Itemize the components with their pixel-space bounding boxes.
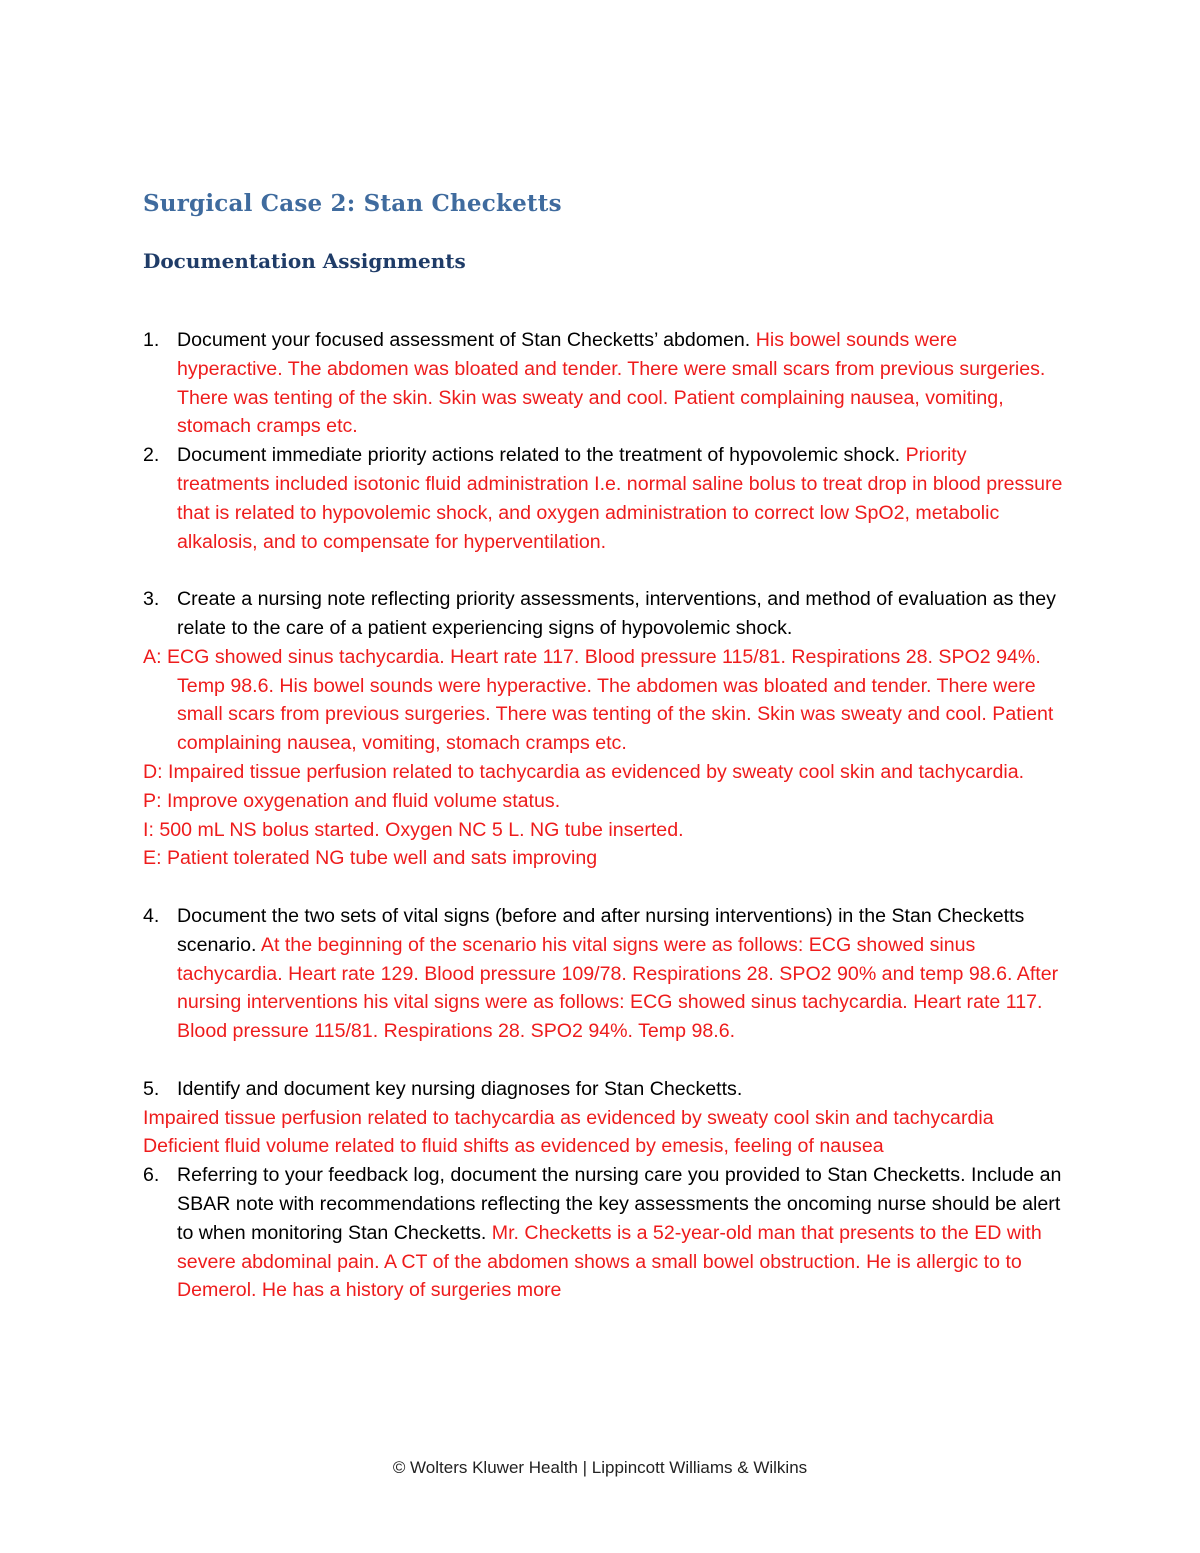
answer-text: At the beginning of the scenario his vital signs were as follows: ECG showed sinus tachycardia. Heart rate 129. Blood pressure 109/78. Respirations 28. SPO2 90% and temp 98.6. After nursing interventions his vital signs were as follows: ECG showed sinus tachycardia. Heart rate 117. Blood pressure 115/81. Respirations 28. SPO2 94%. Temp 98.6.: [177, 933, 1059, 1043]
question-4: [143, 902, 1063, 1046]
question-text: Create a nursing note reflecting priority assessments, interventions, and method of evaluation as they relate to the care of a patient experiencing signs of hypovolemic shock.: [177, 588, 1056, 639]
nursing-note-plan: P: Improve oxygenation and fluid volume status.: [143, 789, 561, 812]
item-number: 2.: [143, 444, 160, 467]
question-text: Document your focused assessment of Stan Checketts’ abdomen.: [177, 329, 751, 351]
item-number: 5.: [143, 1077, 160, 1100]
nursing-note-evaluation: E: Patient tolerated NG tube well and sats improving: [143, 847, 598, 870]
answer-text: His bowel sounds were hyperactive. The abdomen was bloated and tender. There were small scars from previous surgeries. There was tenting of the skin. Skin was sweaty and cool. Patient complaining nausea, vomiting, stomach cramps etc.: [177, 329, 1046, 438]
nursing-note-intervention: I: 500 mL NS bolus started. Oxygen NC 5 L. NG tube inserted.: [143, 818, 684, 841]
spacer: [143, 1046, 1063, 1075]
diagnosis-2: Deficient fluid volume related to fluid shifts as evidenced by emesis, feeling of nausea: [143, 1135, 884, 1158]
diagnosis-1: Impaired tissue perfusion related to tachycardia as evidenced by sweaty cool skin and tachycardia: [143, 1106, 994, 1129]
page-title: Surgical Case 2: Stan Checketts: [143, 190, 562, 217]
nursing-note-diagnosis: D: Impaired tissue perfusion related to tachycardia as evidenced by sweaty cool skin and tachycardia.: [143, 760, 1025, 783]
question-5: [143, 1075, 1063, 1104]
item-number: 6.: [143, 1164, 160, 1187]
question-text: Identify and document key nursing diagnoses for Stan Checketts.: [177, 1077, 743, 1100]
page-footer: © Wolters Kluwer Health | Lippincott Williams & Wilkins: [392, 1458, 808, 1477]
question-2: [143, 441, 1063, 556]
answer-text: Priority treatments included isotonic fluid administration I.e. normal saline bolus to treat drop in blood pressure that is related to hypovolemic shock, and oxygen administration to correct low SpO2, metabolic alkalosis, and to compensate for hyperventilation.: [177, 444, 1063, 553]
question-1: [143, 326, 1063, 441]
spacer: [143, 873, 1063, 902]
spacer: [143, 556, 1063, 585]
question-6: [143, 1161, 1063, 1305]
nursing-note-assessment: A: ECG showed sinus tachycardia. Heart rate 117. Blood pressure 115/81. Respirations 28. SPO2 94%. Temp 98.6. His bowel sounds were hyperactive. The abdomen was bloated and tender. There were small scars from previous surgeries. There was tenting of the skin. Skin was sweaty and cool. Patient complaining nausea, vomiting, stomach cramps etc.: [143, 645, 1054, 755]
item-number: 3.: [143, 588, 160, 611]
answer-text: Mr. Checketts is a 52-year-old man that presents to the ED with severe abdominal pain. A CT of the abdomen shows a small bowel obstruction. He is allergic to to Demerol. He has a history of surgeries more: [177, 1221, 1042, 1302]
item-number: 4.: [143, 904, 160, 927]
question-text: Referring to your feedback log, document the nursing care you provided to Stan Checketts. Include an SBAR note with recommendations reflecting the key assessments the oncoming nurse should be alert to when monitoring Stan Checketts.: [177, 1164, 1062, 1244]
item-number: 1.: [143, 329, 160, 351]
question-3: [143, 585, 1063, 643]
question-text: Document the two sets of vital signs (before and after nursing interventions) in the Stan Checketts scenario.: [177, 904, 1025, 956]
document-body: [143, 326, 1063, 1305]
section-heading: Documentation Assignments: [143, 249, 466, 273]
question-text: Document immediate priority actions related to the treatment of hypovolemic shock.: [177, 444, 901, 467]
